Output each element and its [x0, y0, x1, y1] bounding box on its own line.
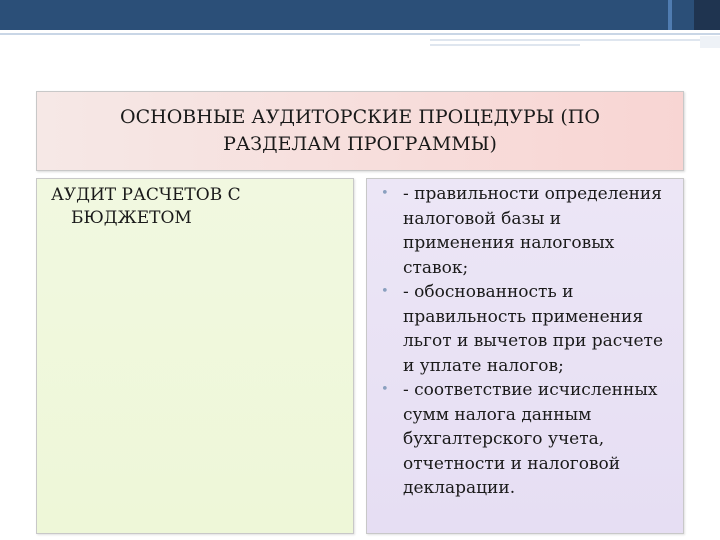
- divider-line-short: [430, 39, 720, 41]
- list-item-text: - правильности определения налоговой базы и применения налоговых ставок;: [403, 184, 662, 278]
- slide-title-line2: РАЗДЕЛАМ ПРОГРАММЫ): [223, 133, 497, 155]
- bullet-icon: •: [381, 382, 389, 397]
- list-item: [381, 182, 677, 280]
- slide-title-line1: ОСНОВНЫЕ АУДИТОРСКИЕ ПРОЦЕДУРЫ (ПО: [120, 106, 600, 128]
- bullet-icon: •: [381, 284, 389, 299]
- slide-title: [120, 104, 600, 158]
- slide-title-box: [36, 91, 684, 171]
- bullet-icon: •: [381, 186, 389, 201]
- band-accent-stripe: [668, 0, 672, 30]
- top-decorative-band: [0, 0, 720, 30]
- category-box: [36, 178, 354, 534]
- list-item: [381, 378, 677, 501]
- divider-line: [0, 33, 720, 35]
- divider-line-short: [430, 44, 580, 46]
- band-dark-stripe: [694, 0, 720, 30]
- list-item-text: - обоснованность и правильность применения льгот и вычетов при расчете и уплате налогов;: [403, 282, 664, 376]
- category-label: [51, 184, 301, 230]
- category-label-line2: БЮДЖЕТОМ: [71, 208, 192, 228]
- procedures-list: [381, 182, 677, 501]
- procedures-box: [366, 178, 684, 534]
- list-item: [381, 280, 677, 378]
- list-item-text: - соответствие исчисленных сумм налога данным бухгалтерского учета, отчетности и налоговой декларации.: [403, 380, 658, 498]
- category-label-line1: АУДИТ РАСЧЕТОВ С: [51, 185, 241, 205]
- corner-decoration: [700, 36, 720, 48]
